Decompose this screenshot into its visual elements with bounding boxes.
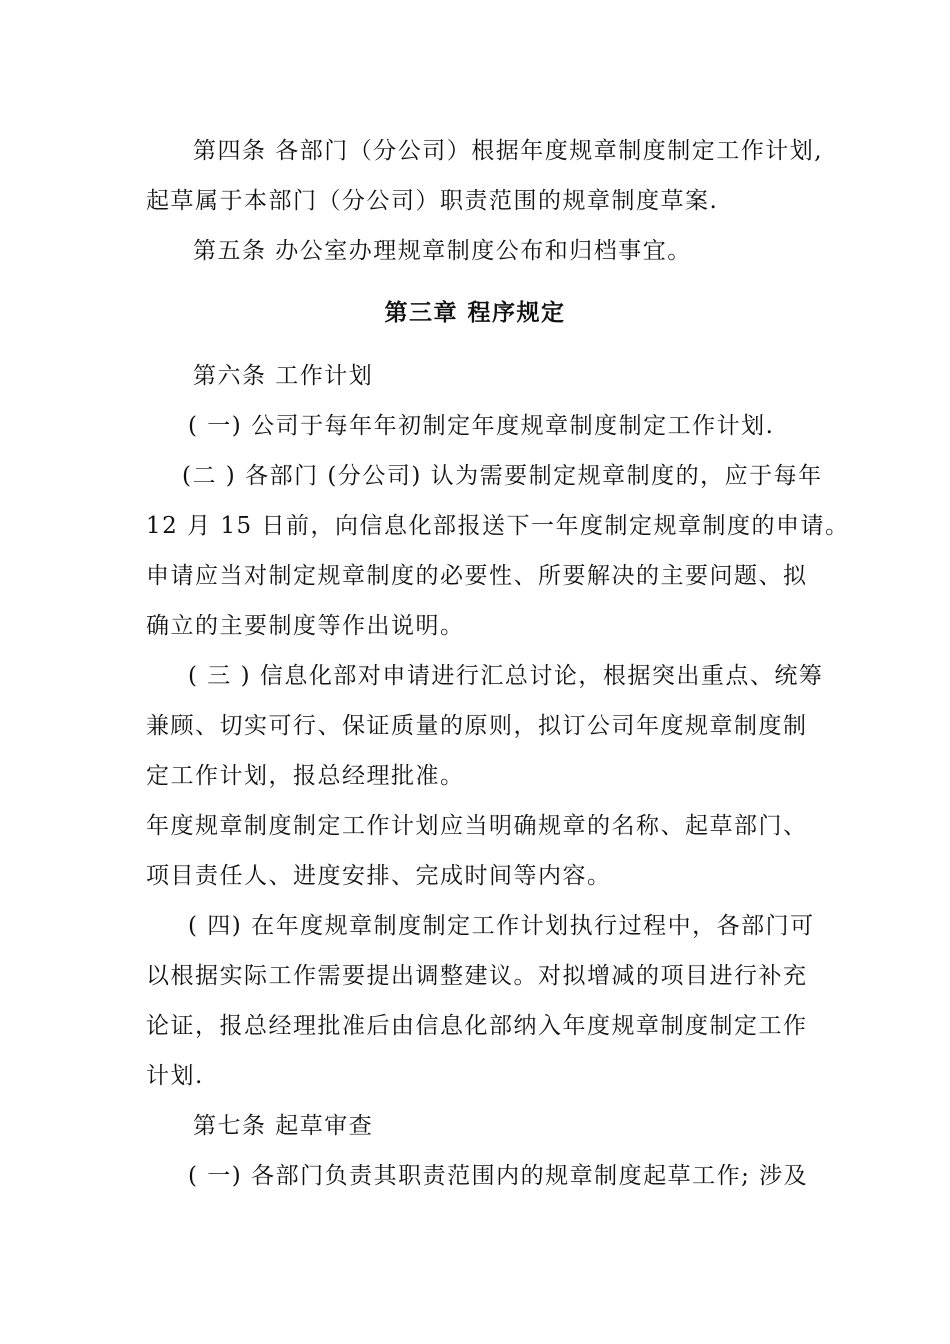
article-6-title: 第六条 工作计划 [193,363,374,389]
article-6-item-1: ( 一) 公司于每年年初制定年度规章制度制定工作计划. [188,413,775,439]
article-6-item-3-line-1: ( 三 ) 信息化部对申请进行汇总讨论，根据突出重点、统筹 [188,663,824,689]
article-6-item-3-line-4: 年度规章制度制定工作计划应当明确规章的名称、起草部门、 [146,813,808,839]
chapter-3-heading: 第三章 程序规定 [384,300,566,326]
article-6-item-3-line-3: 定工作计划，报总经理批准。 [146,763,465,789]
article-6-item-4-line-1: ( 四) 在年度规章制度制定工作计划执行过程中，各部门可 [188,913,815,939]
article-4-line-2: 起草属于本部门（分公司）职责范围的规章制度草案. [146,188,719,214]
article-7-title: 第七条 起草审查 [193,1113,374,1139]
article-5: 第五条 办公室办理规章制度公布和归档事宜。 [193,238,692,264]
article-6-item-4-line-4: 计划. [146,1063,204,1089]
article-6-item-2-line-4: 确立的主要制度等作出说明。 [146,613,465,639]
article-6-item-2-line-1: (二 ) 各部门 (分公司) 认为需要制定规章制度的，应于每年 [182,463,823,489]
article-6-item-4-line-3: 论证，报总经理批准后由信息化部纳入年度规章制度制定工作 [146,1013,808,1039]
article-7-item-1-line-1: ( 一) 各部门负责其职责范围内的规章制度起草工作; 涉及 [188,1163,809,1189]
article-6-item-3-line-2: 兼顾、切实可行、保证质量的原则，拟订公司年度规章制度制 [146,713,808,739]
article-6-item-2-line-3: 申请应当对制定规章制度的必要性、所要解决的主要问题、拟 [146,563,808,589]
article-6-item-3-line-5: 项目责任人、进度安排、完成时间等内容。 [146,863,612,889]
article-4-line-1: 第四条 各部门（分公司）根据年度规章制度制定工作计划, [193,138,824,164]
article-6-item-4-line-2: 以根据实际工作需要提出调整建议。对拟增减的项目进行补充 [146,963,808,989]
article-6-item-2-line-2: 12 月 15 日前，向信息化部报送下一年度制定规章制度的申请。 [146,513,850,539]
